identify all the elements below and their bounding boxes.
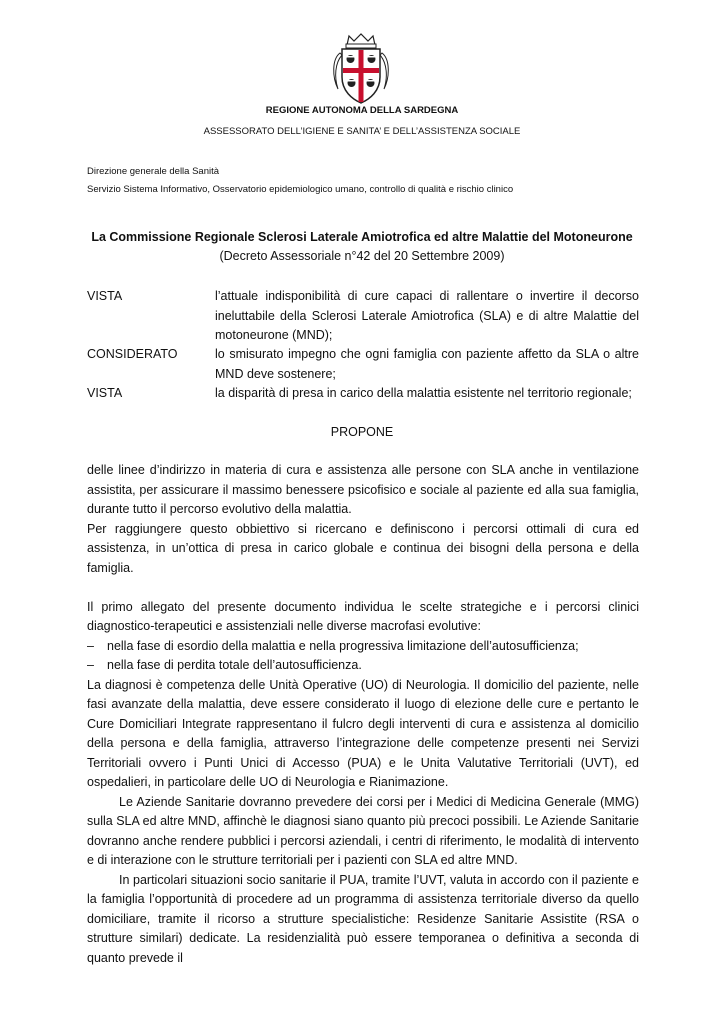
document-title: La Commissione Regionale Sclerosi Laterale Amiotrofica ed altre Malattie del Motoneurone <box>91 230 633 244</box>
list-item <box>87 656 639 676</box>
list-item-text: nella fase di perdita totale dell’autosufficienza. <box>107 658 362 672</box>
recital-vista-1 <box>87 287 639 346</box>
sardinia-coat-of-arms-icon <box>330 33 392 105</box>
service-name: Servizio Sistema Informativo, Osservatorio epidemiologico umano, controllo di qualità e rischio clinico <box>87 184 514 195</box>
recital-text: la disparità di presa in carico della malattia esistente nel territorio regionale; <box>215 386 632 400</box>
recital-label: VISTA <box>87 386 123 400</box>
paragraph: In particolari situazioni socio sanitarie il PUA, tramite l’UVT, valuta in accordo con il paziente e la famiglia l’opportunità di procedere ad un programma di assistenza territoriale diverso da quello domiciliare, tramite il ricorso a strutture specialistiche: Residenze Sanitarie Assistite (RSA o strutture similari) dedicate. La residenzialità può essere temporanea o definitiva a seconda di quanto prevede il <box>87 872 639 965</box>
document-body <box>87 461 639 968</box>
recital-text: l’attuale indisponibilità di cure capaci di rallentare o invertire il decorso ineluttabile della Sclerosi Laterale Amiotrofica (SLA) e di altre Malattie del motoneurone (MND); <box>215 289 639 342</box>
recital-considerato <box>87 345 639 384</box>
list-item-text: nella fase di esordio della malattia e nella progressiva limitazione dell’autosufficienza; <box>107 638 579 653</box>
region-name: REGIONE AUTONOMA DELLA SARDEGNA <box>265 105 459 116</box>
paragraph: La diagnosi è competenza delle Unità Operative (UO) di Neurologia. Il domicilio del paziente, nelle fasi avanzate della malattia, deve essere considerato il luogo di elezione delle cure e pertanto le Cure Domiciliari Integrate rappresentano il fulcro degli interventi di cura e assistenza al domicilio della persona e della famiglia, attraverso l’integrazione delle competenze presenti nei Servizi Territoriali ovvero i Punti Unici di Accesso (PUA) e le Unita Valutative Territoriali (UVT), ed ospedalieri, in particolare delle UO di Neurologia e Rianimazione. <box>87 677 639 789</box>
propone-heading: PROPONE <box>330 425 394 439</box>
paragraph: Per raggiungere questo obbiettivo si ricercano e definiscono i percorsi ottimali di cura ed assistenza, in un’ottica di presa in carico globale e continua dei bisogni della persona e della famiglia. <box>87 521 639 575</box>
directorate-name: Direzione generale della Sanità <box>87 166 220 177</box>
list-dash: – <box>87 638 94 653</box>
list-dash: – <box>87 658 94 672</box>
department-name: ASSESSORATO DELL’IGIENE E SANITA’ E DELL’ASSISTENZA SOCIALE <box>203 126 521 137</box>
recital-label: CONSIDERATO <box>87 347 178 361</box>
list-item <box>87 637 639 657</box>
decree-reference: (Decreto Assessoriale n°42 del 20 Settembre 2009) <box>219 249 505 263</box>
recital-label: VISTA <box>87 289 123 303</box>
recital-text: lo smisurato impegno che ogni famiglia con paziente affetto da SLA o altre MND deve sostenere; <box>215 347 639 381</box>
recital-vista-2 <box>87 384 639 404</box>
paragraph: delle linee d’indirizzo in materia di cura e assistenza alle persone con SLA anche in ventilazione assistita, per assicurare il massimo benessere psicofisico e sociale al paziente ed alla sua famiglia, durante tutto il percorso evolutivo della malattia. <box>87 463 639 516</box>
paragraph: Il primo allegato del presente documento individua le scelte strategiche e i percorsi clinici diagnostico-terapeutici e assistenziali nelle diverse macrofasi evolutive: <box>87 599 639 633</box>
paragraph: Le Aziende Sanitarie dovranno prevedere dei corsi per i Medici di Medicina Generale (MMG) sulla SLA ed altre MND, affinchè le diagnosi siano quanto più precoci possibili. Le Aziende Sanitarie dovranno anche rendere pubblici i percorsi aziendali, i centri di riferimento, le modalità di intervento e di interazione con le strutture territoriali per i pazienti con SLA ed altre MND. <box>87 794 639 867</box>
